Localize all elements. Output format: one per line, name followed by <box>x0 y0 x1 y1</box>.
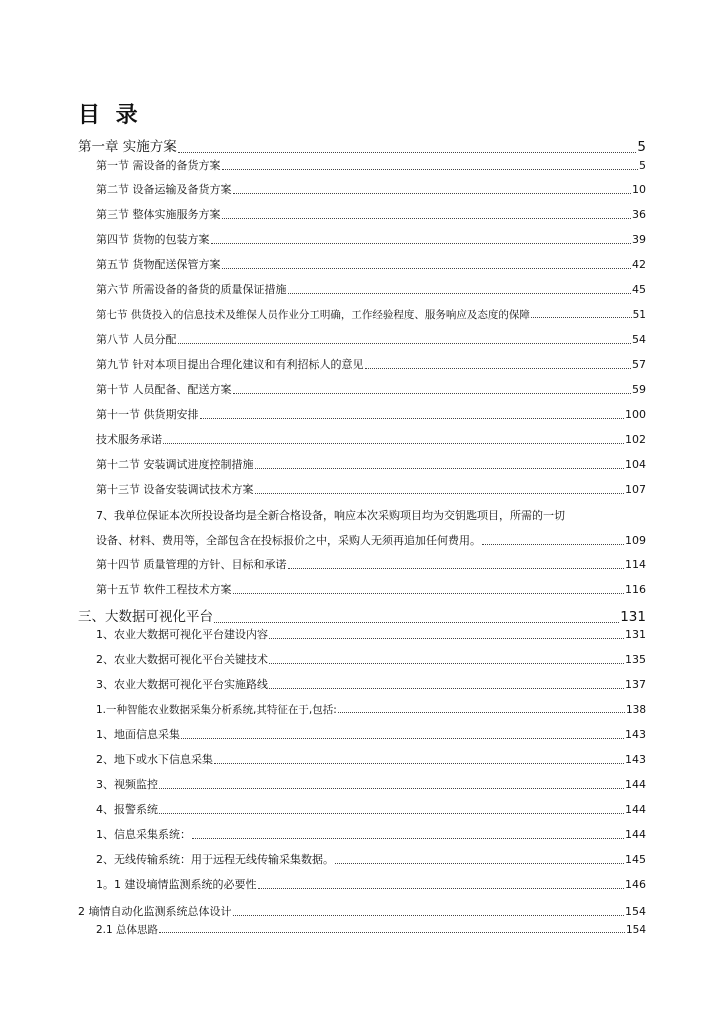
toc-entry-text: 设备、材料、费用等，全部包含在投标报价之中，采购人无须再追加任何费用。 <box>96 534 481 547</box>
toc-entry-text: 第八节 人员分配 <box>96 333 177 346</box>
toc-entry[interactable] <box>96 854 646 867</box>
toc-entry[interactable] <box>96 754 646 767</box>
toc-leader-dots <box>482 543 624 545</box>
toc-entry-text: 2、无线传输系统：用于远程无线传输采集数据。 <box>96 853 334 866</box>
toc-entry-page: 100 <box>625 408 646 421</box>
toc-entry-page: 36 <box>632 208 646 221</box>
toc-entry-page: 144 <box>625 803 646 816</box>
toc-entry-page: 102 <box>625 433 646 446</box>
toc-entry-page: 5 <box>637 139 646 155</box>
toc-entry[interactable] <box>96 535 646 548</box>
toc-entry-text: 1、农业大数据可视化平台建设内容 <box>96 628 268 641</box>
toc-entry[interactable] <box>96 409 646 422</box>
toc-entry-page: 137 <box>625 678 646 691</box>
toc-leader-dots <box>233 914 625 916</box>
toc-entry[interactable] <box>96 384 646 397</box>
toc-entry-text: 第五节 货物配送保管方案 <box>96 258 221 271</box>
toc-entry-text: 第十二节 安装调试进度控制措施 <box>96 458 254 471</box>
toc-entry-text: 3、视频监控 <box>96 778 158 791</box>
toc-entry[interactable] <box>96 584 646 597</box>
toc-entry-text: 第十三节 设备安装调试技术方案 <box>96 483 254 496</box>
toc-entry[interactable] <box>96 804 646 817</box>
toc-entry-page: 39 <box>632 233 646 246</box>
toc-leader-dots <box>531 316 632 318</box>
toc-entry-page: 144 <box>625 778 646 791</box>
toc-entry[interactable] <box>96 704 646 716</box>
toc-entry[interactable] <box>96 209 646 222</box>
toc-entry-text: 3、农业大数据可视化平台实施路线 <box>96 678 268 691</box>
toc-leader-dots <box>233 592 625 594</box>
toc-entry-page: 42 <box>632 258 646 271</box>
toc-entry[interactable] <box>96 309 646 321</box>
toc-entry-text: 1、地面信息采集 <box>96 728 180 741</box>
toc-entry-text: 第六节 所需设备的备货的质量保证措施 <box>96 283 287 296</box>
toc-leader-dots <box>288 292 632 294</box>
toc-entry-text: 1。1 建设墒情监测系统的必要性 <box>96 878 257 891</box>
toc-entry-text: 7、我单位保证本次所投设备均是全新合格设备，响应本次采购项目均为交钥匙项目，所需的一切 <box>96 509 565 522</box>
toc-entry[interactable] <box>96 459 646 472</box>
toc-leader-dots <box>269 687 624 689</box>
toc-entry[interactable] <box>96 334 646 347</box>
toc-leader-dots <box>269 662 624 664</box>
toc-entry-page: 107 <box>625 483 646 496</box>
toc-entry-page: 10 <box>632 183 646 196</box>
toc-leader-dots <box>258 887 625 889</box>
toc-entry-text: 第三节 整体实施服务方案 <box>96 208 221 221</box>
toc-leader-dots <box>211 242 632 244</box>
toc-entry[interactable] <box>96 559 646 572</box>
toc-entry-page: 135 <box>625 653 646 666</box>
toc-entry[interactable] <box>96 259 646 272</box>
toc-leader-dots <box>222 267 632 269</box>
toc-entry-text: 第十节 人员配备、配送方案 <box>96 383 232 396</box>
toc-entry-wrapped-line[interactable] <box>96 510 565 523</box>
toc-entry[interactable] <box>96 879 646 892</box>
toc-leader-dots <box>163 442 624 444</box>
toc-entry[interactable] <box>96 779 646 792</box>
toc-leader-dots <box>288 567 625 569</box>
toc-entry-text: 第四节 货物的包装方案 <box>96 233 210 246</box>
toc-leader-dots <box>181 737 624 739</box>
toc-leader-dots <box>365 367 632 369</box>
toc-entry-text: 第九节 针对本项目提出合理化建议和有利招标人的意见 <box>96 358 364 371</box>
toc-leader-dots <box>338 711 625 713</box>
toc-entry-page: 45 <box>632 283 646 296</box>
toc-entry[interactable] <box>96 679 646 692</box>
toc-entry-page: 146 <box>625 878 646 891</box>
toc-entry[interactable] <box>96 629 646 642</box>
toc-entry[interactable] <box>96 829 646 842</box>
toc-entry[interactable] <box>96 359 646 372</box>
toc-entry-page: 143 <box>625 753 646 766</box>
toc-leader-dots <box>159 931 625 933</box>
toc-entry[interactable] <box>96 654 646 667</box>
toc-entry-page: 145 <box>625 853 646 866</box>
toc-entry[interactable] <box>96 284 646 297</box>
toc-entry-page: 131 <box>620 609 646 625</box>
toc-entry-text: 4、报警系统 <box>96 803 158 816</box>
toc-entry-text: 第一章 实施方案 <box>78 139 177 155</box>
toc-entry-text: 第十五节 软件工程技术方案 <box>96 583 232 596</box>
toc-entry-text: 2.1 总体思路 <box>96 924 159 936</box>
toc-leader-dots <box>214 621 619 623</box>
toc-entry[interactable] <box>96 184 646 197</box>
toc-entry-text: 第七节 供货投入的信息技术及维保人员作业分工明确，工作经验程度、服务响应及态度的保障 <box>96 309 530 321</box>
toc-entry-page: 154 <box>625 924 646 936</box>
toc-entry-text: 第一节 需设备的备货方案 <box>96 159 221 172</box>
toc-entry-page: 131 <box>625 628 646 641</box>
toc-entry-text: 2 墒情自动化监测系统总体设计 <box>78 905 232 918</box>
toc-entry[interactable] <box>96 924 646 936</box>
toc-entry-page: 5 <box>639 159 646 172</box>
toc-entry-page: 144 <box>625 828 646 841</box>
toc-entry-text: 三、大数据可视化平台 <box>78 609 213 625</box>
toc-entry-page: 138 <box>625 704 646 716</box>
toc-entry-text: 第十四节 质量管理的方针、目标和承诺 <box>96 558 287 571</box>
toc-entry-text: 2、地下或水下信息采集 <box>96 753 213 766</box>
toc-leader-dots <box>200 417 625 419</box>
toc-leader-dots <box>233 392 632 394</box>
toc-entry[interactable] <box>96 729 646 742</box>
toc-leader-dots <box>159 787 624 789</box>
toc-leader-dots <box>255 492 625 494</box>
toc-entry[interactable] <box>96 234 646 247</box>
toc-title: 目 录 <box>78 103 142 128</box>
toc-leader-dots <box>269 637 624 639</box>
toc-entry-text: 技术服务承诺 <box>96 433 162 446</box>
toc-entry[interactable] <box>78 610 646 626</box>
toc-entry-page: 51 <box>632 309 646 321</box>
toc-leader-dots <box>233 192 632 194</box>
toc-entry-page: 143 <box>625 728 646 741</box>
toc-leader-dots <box>192 837 624 839</box>
toc-leader-dots <box>214 762 624 764</box>
toc-entry-text: 第十一节 供货期安排 <box>96 408 199 421</box>
toc-entry[interactable] <box>78 906 646 919</box>
toc-entry-page: 116 <box>625 583 646 596</box>
toc-entry-text: 第二节 设备运输及备货方案 <box>96 183 232 196</box>
toc-entry[interactable] <box>78 140 646 156</box>
toc-leader-dots <box>335 862 624 864</box>
toc-leader-dots <box>178 342 632 344</box>
toc-entry[interactable] <box>96 434 646 447</box>
toc-leader-dots <box>178 151 637 153</box>
toc-entry[interactable] <box>96 160 646 173</box>
toc-entry-page: 109 <box>625 534 646 547</box>
toc-entry[interactable] <box>96 484 646 497</box>
toc-entry-page: 154 <box>625 905 646 918</box>
toc-entry-page: 54 <box>632 333 646 346</box>
toc-entry-page: 104 <box>625 458 646 471</box>
toc-leader-dots <box>255 467 625 469</box>
toc-entry-text: 1、信息采集系统： <box>96 828 191 841</box>
toc-entry-text: 2、农业大数据可视化平台关键技术 <box>96 653 268 666</box>
toc-leader-dots <box>222 168 639 170</box>
toc-entry-text: 1.一种智能农业数据采集分析系统,其特征在于,包括: <box>96 704 337 716</box>
toc-leader-dots <box>222 217 632 219</box>
toc-entry-page: 59 <box>632 383 646 396</box>
toc-leader-dots <box>159 812 624 814</box>
toc-entry-page: 57 <box>632 358 646 371</box>
toc-entry-page: 114 <box>625 558 646 571</box>
